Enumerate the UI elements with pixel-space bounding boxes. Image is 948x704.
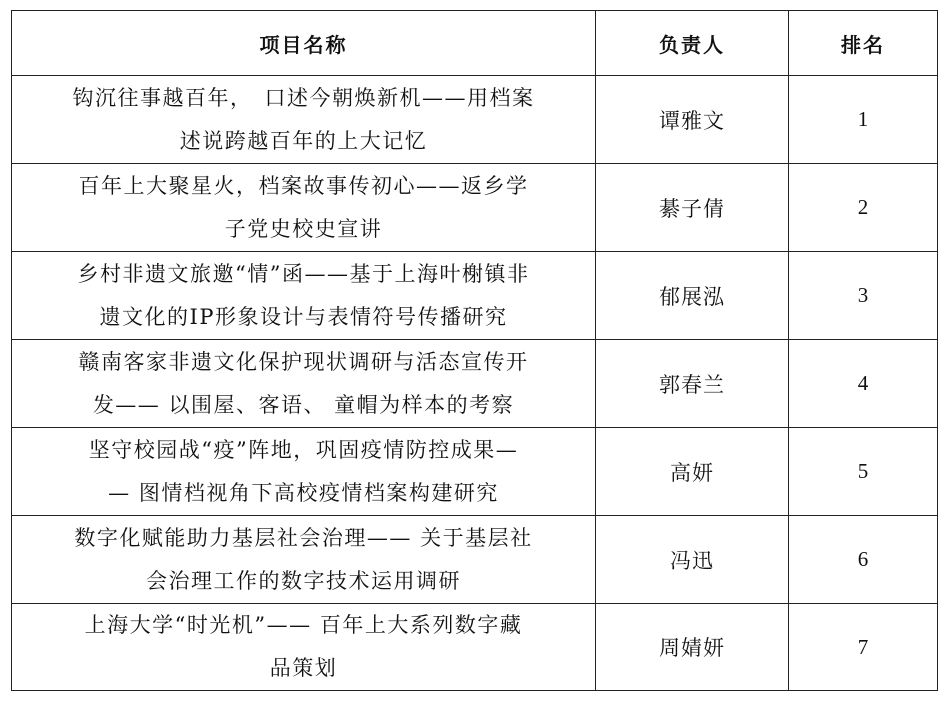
table-row <box>12 340 938 428</box>
ranking-table <box>11 10 938 691</box>
rank-cell: 5 <box>789 428 938 516</box>
header-leader: 负责人 <box>596 11 789 76</box>
project-name-line: 发—— 以围屋、客语、 童帽为样本的考察 <box>92 392 515 417</box>
leader-cell: 谭雅文 <box>596 76 789 164</box>
rank-cell: 3 <box>789 252 938 340</box>
rank-cell: 6 <box>789 516 938 604</box>
rank-cell: 7 <box>789 604 938 691</box>
project-name-line: 赣南客家非遗文化保护现状调研与活态宣传开 <box>78 349 529 374</box>
project-name-line: — 图情档视角下高校疫情档案构建研究 <box>108 480 499 505</box>
leader-cell: 郁展泓 <box>596 252 789 340</box>
project-name-line: 述说跨越百年的上大记忆 <box>179 128 428 153</box>
project-name-line: 乡村非遗文旅邀“情”函——基于上海叶榭镇非 <box>77 261 530 286</box>
project-name-line: 百年上大聚星火，档案故事传初心——返乡学 <box>78 173 529 198</box>
project-name-line: 数字化赋能助力基层社会治理—— 关于基层社 <box>74 525 533 550</box>
project-name-line: 子党史校史宣讲 <box>224 216 383 241</box>
rank-cell: 1 <box>789 76 938 164</box>
table-row <box>12 516 938 604</box>
leader-cell: 綦子倩 <box>596 164 789 252</box>
project-name-line: 钩沉往事越百年， 口述今朝焕新机——用档案 <box>72 85 535 110</box>
project-name-line: 会治理工作的数字技术运用调研 <box>146 568 461 593</box>
table-row <box>12 164 938 252</box>
project-name-line: 坚守校园战“疫”阵地，巩固疫情防控成果— <box>88 437 519 462</box>
table-row <box>12 428 938 516</box>
rank-cell: 2 <box>789 164 938 252</box>
project-name-line: 上海大学“时光机”—— 百年上大系列数字藏 <box>84 613 523 637</box>
table-row <box>12 76 938 164</box>
leader-cell: 冯迅 <box>596 516 789 604</box>
table-row <box>12 252 938 340</box>
project-name-line: 品策划 <box>269 656 338 680</box>
project-name-cell <box>12 516 596 604</box>
table-row <box>12 604 938 691</box>
project-name-line: 遗文化的IP形象设计与表情符号传播研究 <box>99 304 508 329</box>
leader-cell: 周婧妍 <box>596 604 789 691</box>
header-project-name: 项目名称 <box>12 11 596 76</box>
project-name-cell <box>12 604 596 691</box>
project-name-cell <box>12 340 596 428</box>
table-header <box>12 11 938 76</box>
project-name-cell <box>12 164 596 252</box>
leader-cell: 郭春兰 <box>596 340 789 428</box>
leader-cell: 高妍 <box>596 428 789 516</box>
project-name-cell <box>12 252 596 340</box>
project-name-cell <box>12 76 596 164</box>
project-name-cell <box>12 428 596 516</box>
rank-cell: 4 <box>789 340 938 428</box>
header-rank: 排名 <box>789 11 938 76</box>
table-body <box>12 76 938 691</box>
header-row <box>12 11 938 76</box>
